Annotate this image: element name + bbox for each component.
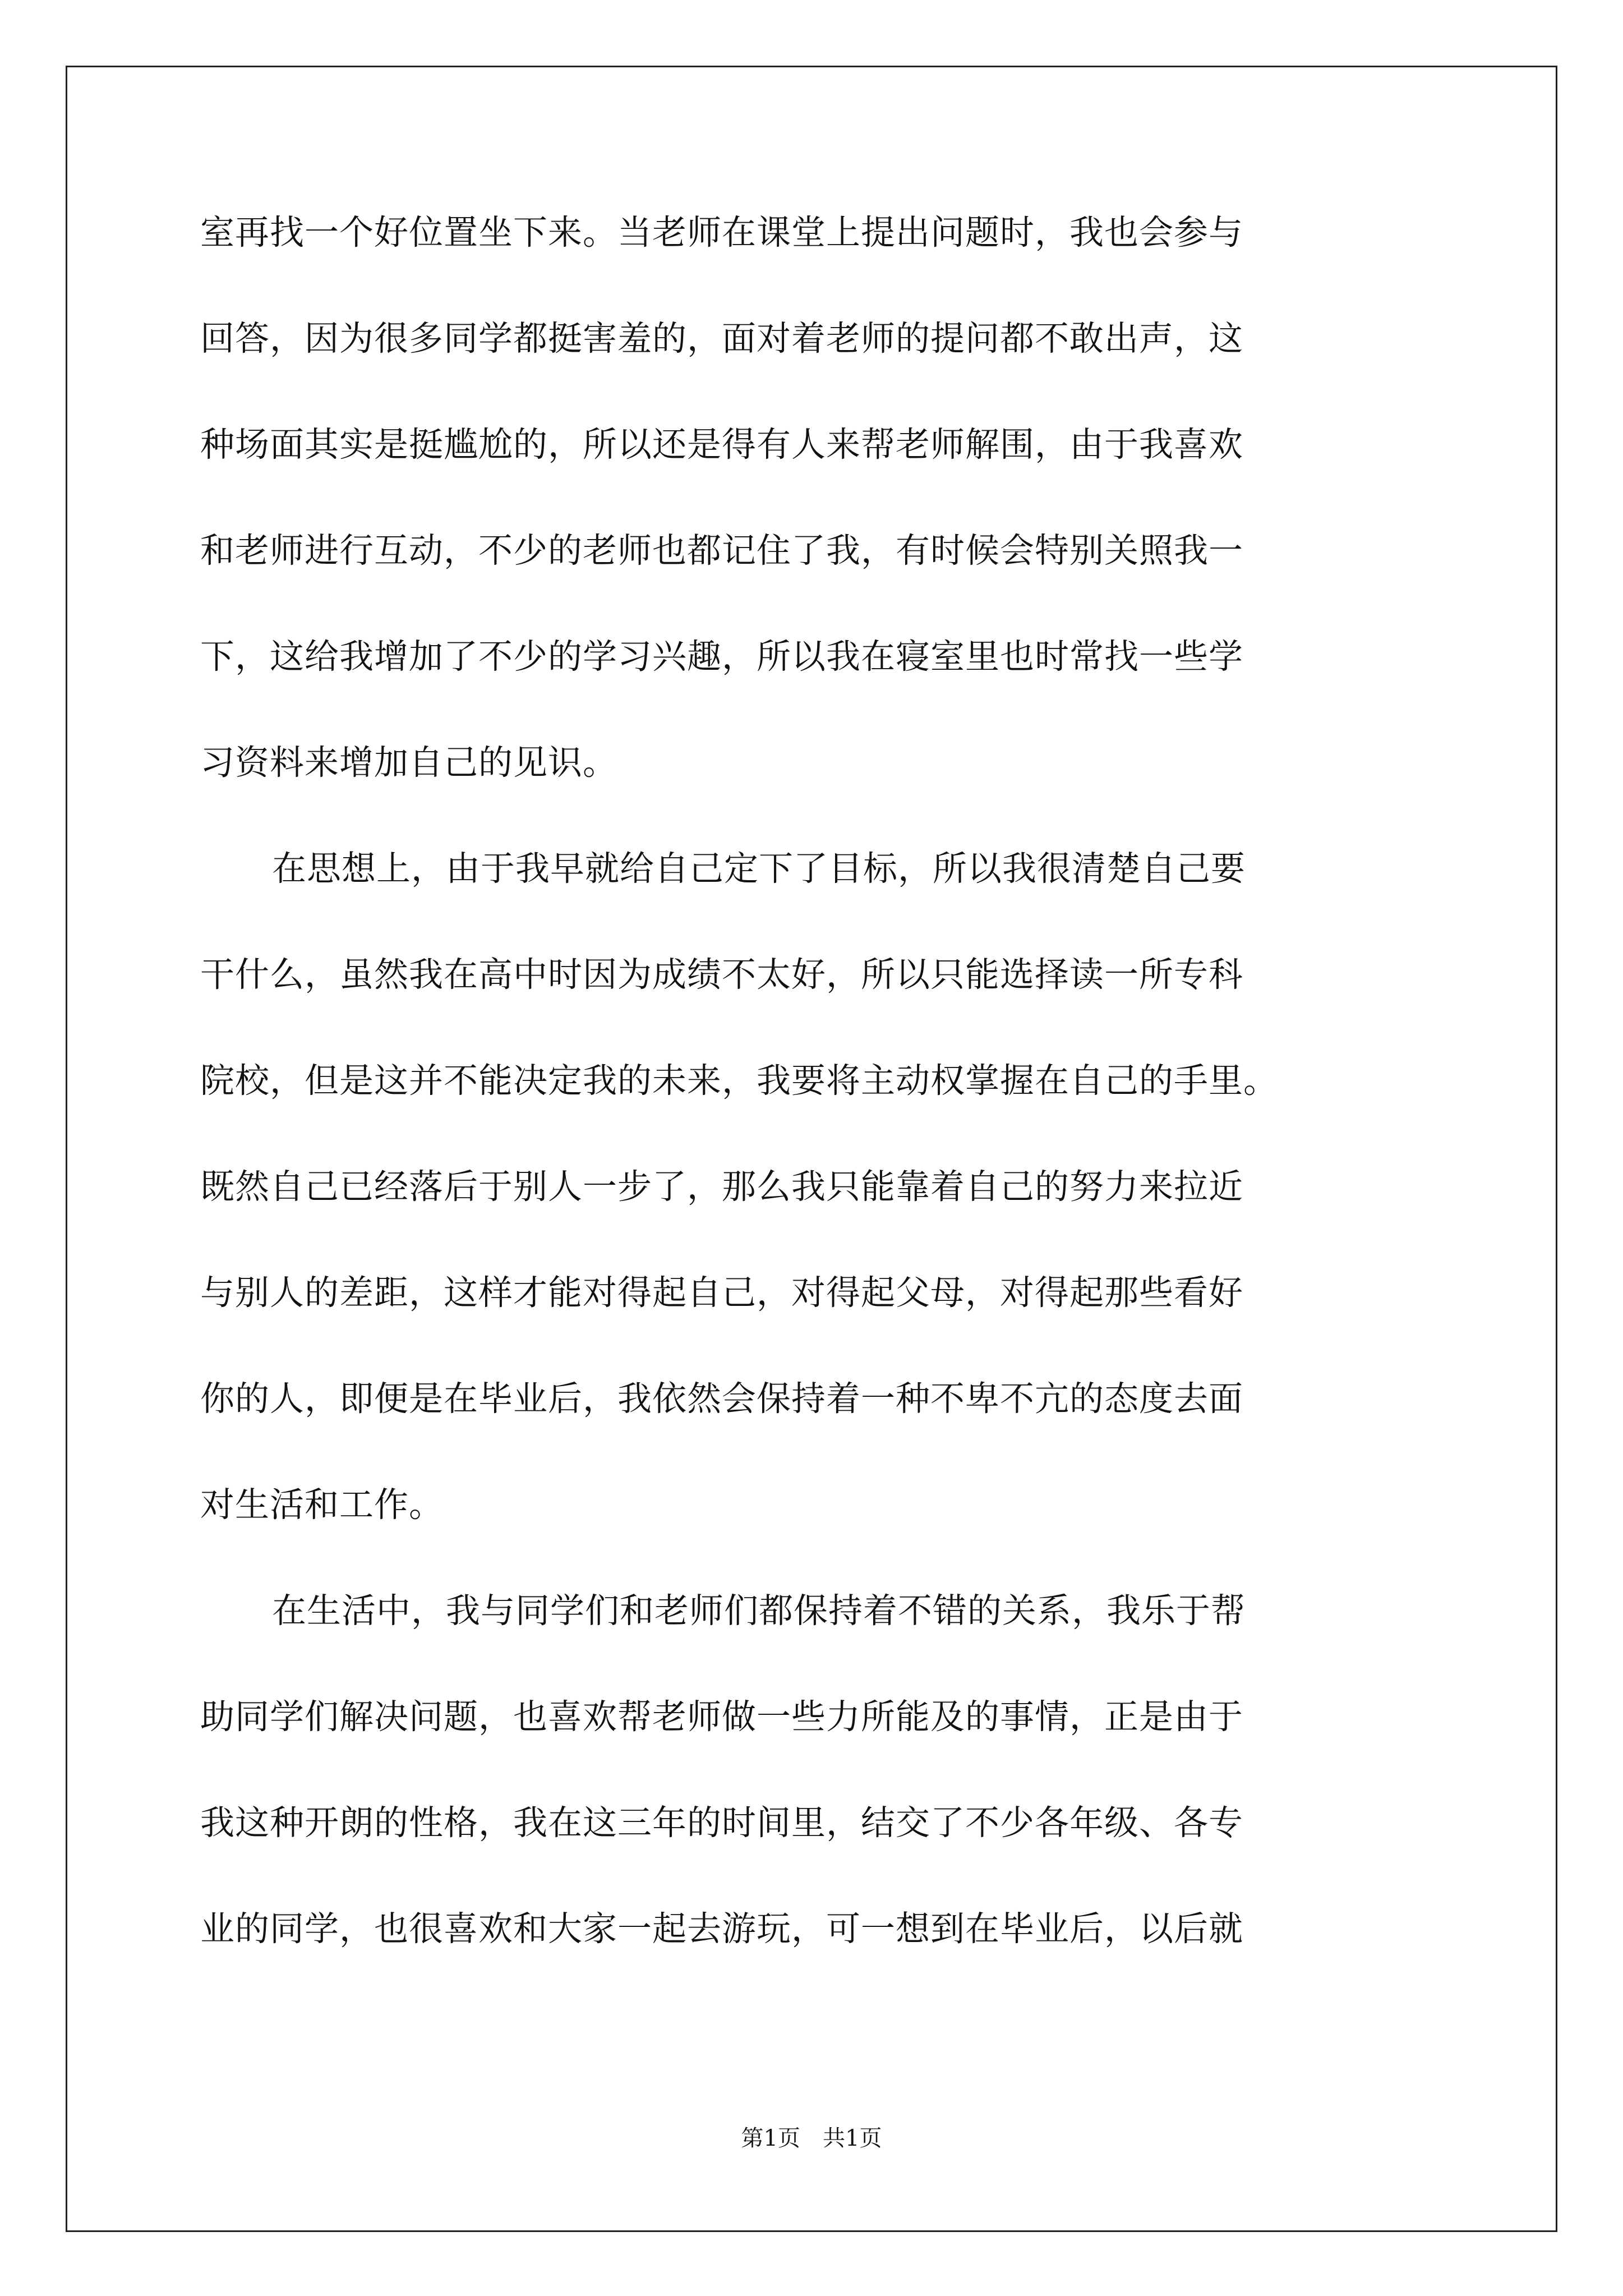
text-line: 习资料来增加自己的见识。 (200, 743, 618, 783)
text-line: 下，这给我增加了不少的学习兴趣，所以我在寝室里也时常找一些学 (200, 637, 1244, 677)
text-line: 种场面其实是挺尴尬的，所以还是得有人来帮老师解围，由于我喜欢 (200, 425, 1244, 464)
text-line: 和老师进行互动，不少的老师也都记住了我，有时候会特别关照我一 (200, 531, 1244, 570)
paragraph-first-line: 在思想上，由于我早就给自己定下了目标，所以我很清楚自己要 (272, 849, 1246, 889)
page-number-footer: 第1页 共1页 (741, 2125, 882, 2151)
text-line: 与别人的差距，这样才能对得起自己，对得起父母，对得起那些看好 (200, 1273, 1244, 1313)
text-line: 助同学们解决问题，也喜欢帮老师做一些力所能及的事情，正是由于 (200, 1697, 1244, 1737)
text-line: 我这种开朗的性格，我在这三年的时间里，结交了不少各年级、各专 (200, 1803, 1244, 1843)
text-line: 干什么，虽然我在高中时因为成绩不太好，所以只能选择读一所专科 (200, 955, 1244, 995)
text-line: 回答，因为很多同学都挺害羞的，面对着老师的提问都不敢出声，这 (200, 319, 1244, 358)
text-line: 对生活和工作。 (200, 1485, 444, 1525)
text-line: 院校，但是这并不能决定我的未来，我要将主动权掌握在自己的手里。 (200, 1061, 1279, 1101)
text-line: 你的人，即便是在毕业后，我依然会保持着一种不卑不亢的态度去面 (200, 1379, 1244, 1419)
paragraph-first-line: 在生活中，我与同学们和老师们都保持着不错的关系，我乐于帮 (272, 1591, 1246, 1631)
document-body (200, 213, 1423, 2018)
text-line: 业的同学，也很喜欢和大家一起去游玩，可一想到在毕业后，以后就 (200, 1909, 1244, 1949)
text-line: 既然自己已经落后于别人一步了，那么我只能靠着自己的努力来拉近 (200, 1167, 1244, 1207)
text-line: 室再找一个好位置坐下来。当老师在课堂上提出问题时，我也会参与 (200, 213, 1244, 252)
